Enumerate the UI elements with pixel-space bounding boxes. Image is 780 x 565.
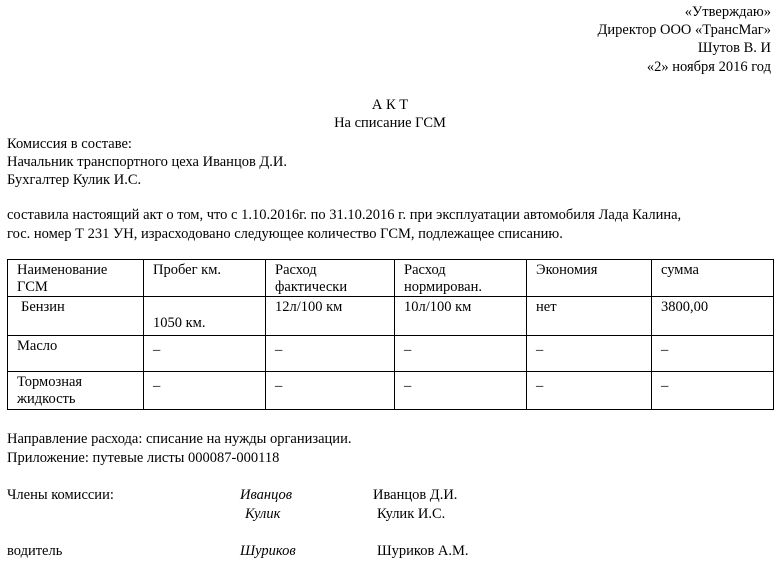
cell-actual: – [266,372,395,410]
driver-label: водитель [7,543,63,559]
cell-mileage: 1050 км. [144,297,266,336]
cell-mileage: – [144,336,266,372]
approve-line-2: Директор ООО «ТрансМаг» [597,22,771,38]
commission-member-2: Бухгалтер Кулик И.С. [7,172,142,188]
commission-intro: Комиссия в составе: [7,136,132,152]
signature-ivantsov: Иванцов [240,487,293,503]
cell-mileage: – [144,372,266,410]
document-title: А К Т [371,97,409,113]
approve-date: «2» ноября 2016 год [646,59,771,75]
cell-sum: – [652,372,774,410]
cell-name: Тормозная жидкость [8,372,144,410]
members-label: Члены комиссии: [7,487,114,503]
cell-name: Бензин [8,297,144,336]
cell-norm: – [395,372,527,410]
body-line-2: гос. номер Т 231 УН, израсходовано следующее количество ГСМ, подлежащее списанию. [7,226,563,242]
cell-name: Масло [8,336,144,372]
expense-direction: Направление расхода: списание на нужды организации. [7,431,352,447]
header-sum: сумма [652,260,774,297]
document-subtitle: На списание ГСМ [334,115,446,131]
approve-line-3: Шутов В. И [697,40,771,56]
table-row [8,297,774,336]
header-mileage: Пробег км. [144,260,266,297]
header-economy: Экономия [527,260,652,297]
table-header-row [8,260,774,297]
table-row [8,372,774,410]
commission-member-1: Начальник транспортного цеха Иванцов Д.И. [7,154,288,170]
signature-shurikov: Шуриков [240,543,296,559]
cell-norm: – [395,336,527,372]
body-line-1: составила настоящий акт о том, что с 1.10.2016г. по 31.10.2016 г. при эксплуатации автомобиля Лада Калина, [7,207,682,223]
cell-economy: нет [527,297,652,336]
cell-economy: – [527,336,652,372]
approve-line-1: «Утверждаю» [684,4,771,20]
cell-economy: – [527,372,652,410]
cell-actual: – [266,336,395,372]
cell-norm: 10л/100 км [395,297,527,336]
gsm-table [7,259,774,410]
cell-sum: – [652,336,774,372]
cell-actual: 12л/100 км [266,297,395,336]
header-norm: Расход нормирован. [395,260,527,297]
cell-sum: 3800,00 [652,297,774,336]
name-ivantsov: Иванцов Д.И. [373,487,458,503]
name-kulik: Кулик И.С. [377,506,446,522]
attachment-line: Приложение: путевые листы 000087-000118 [7,450,280,466]
table-row [8,336,774,372]
header-actual: Расход фактически [266,260,395,297]
header-name: Наименование ГСМ [8,260,144,297]
name-shurikov: Шуриков А.М. [377,543,469,559]
signature-kulik: Кулик [245,506,281,522]
